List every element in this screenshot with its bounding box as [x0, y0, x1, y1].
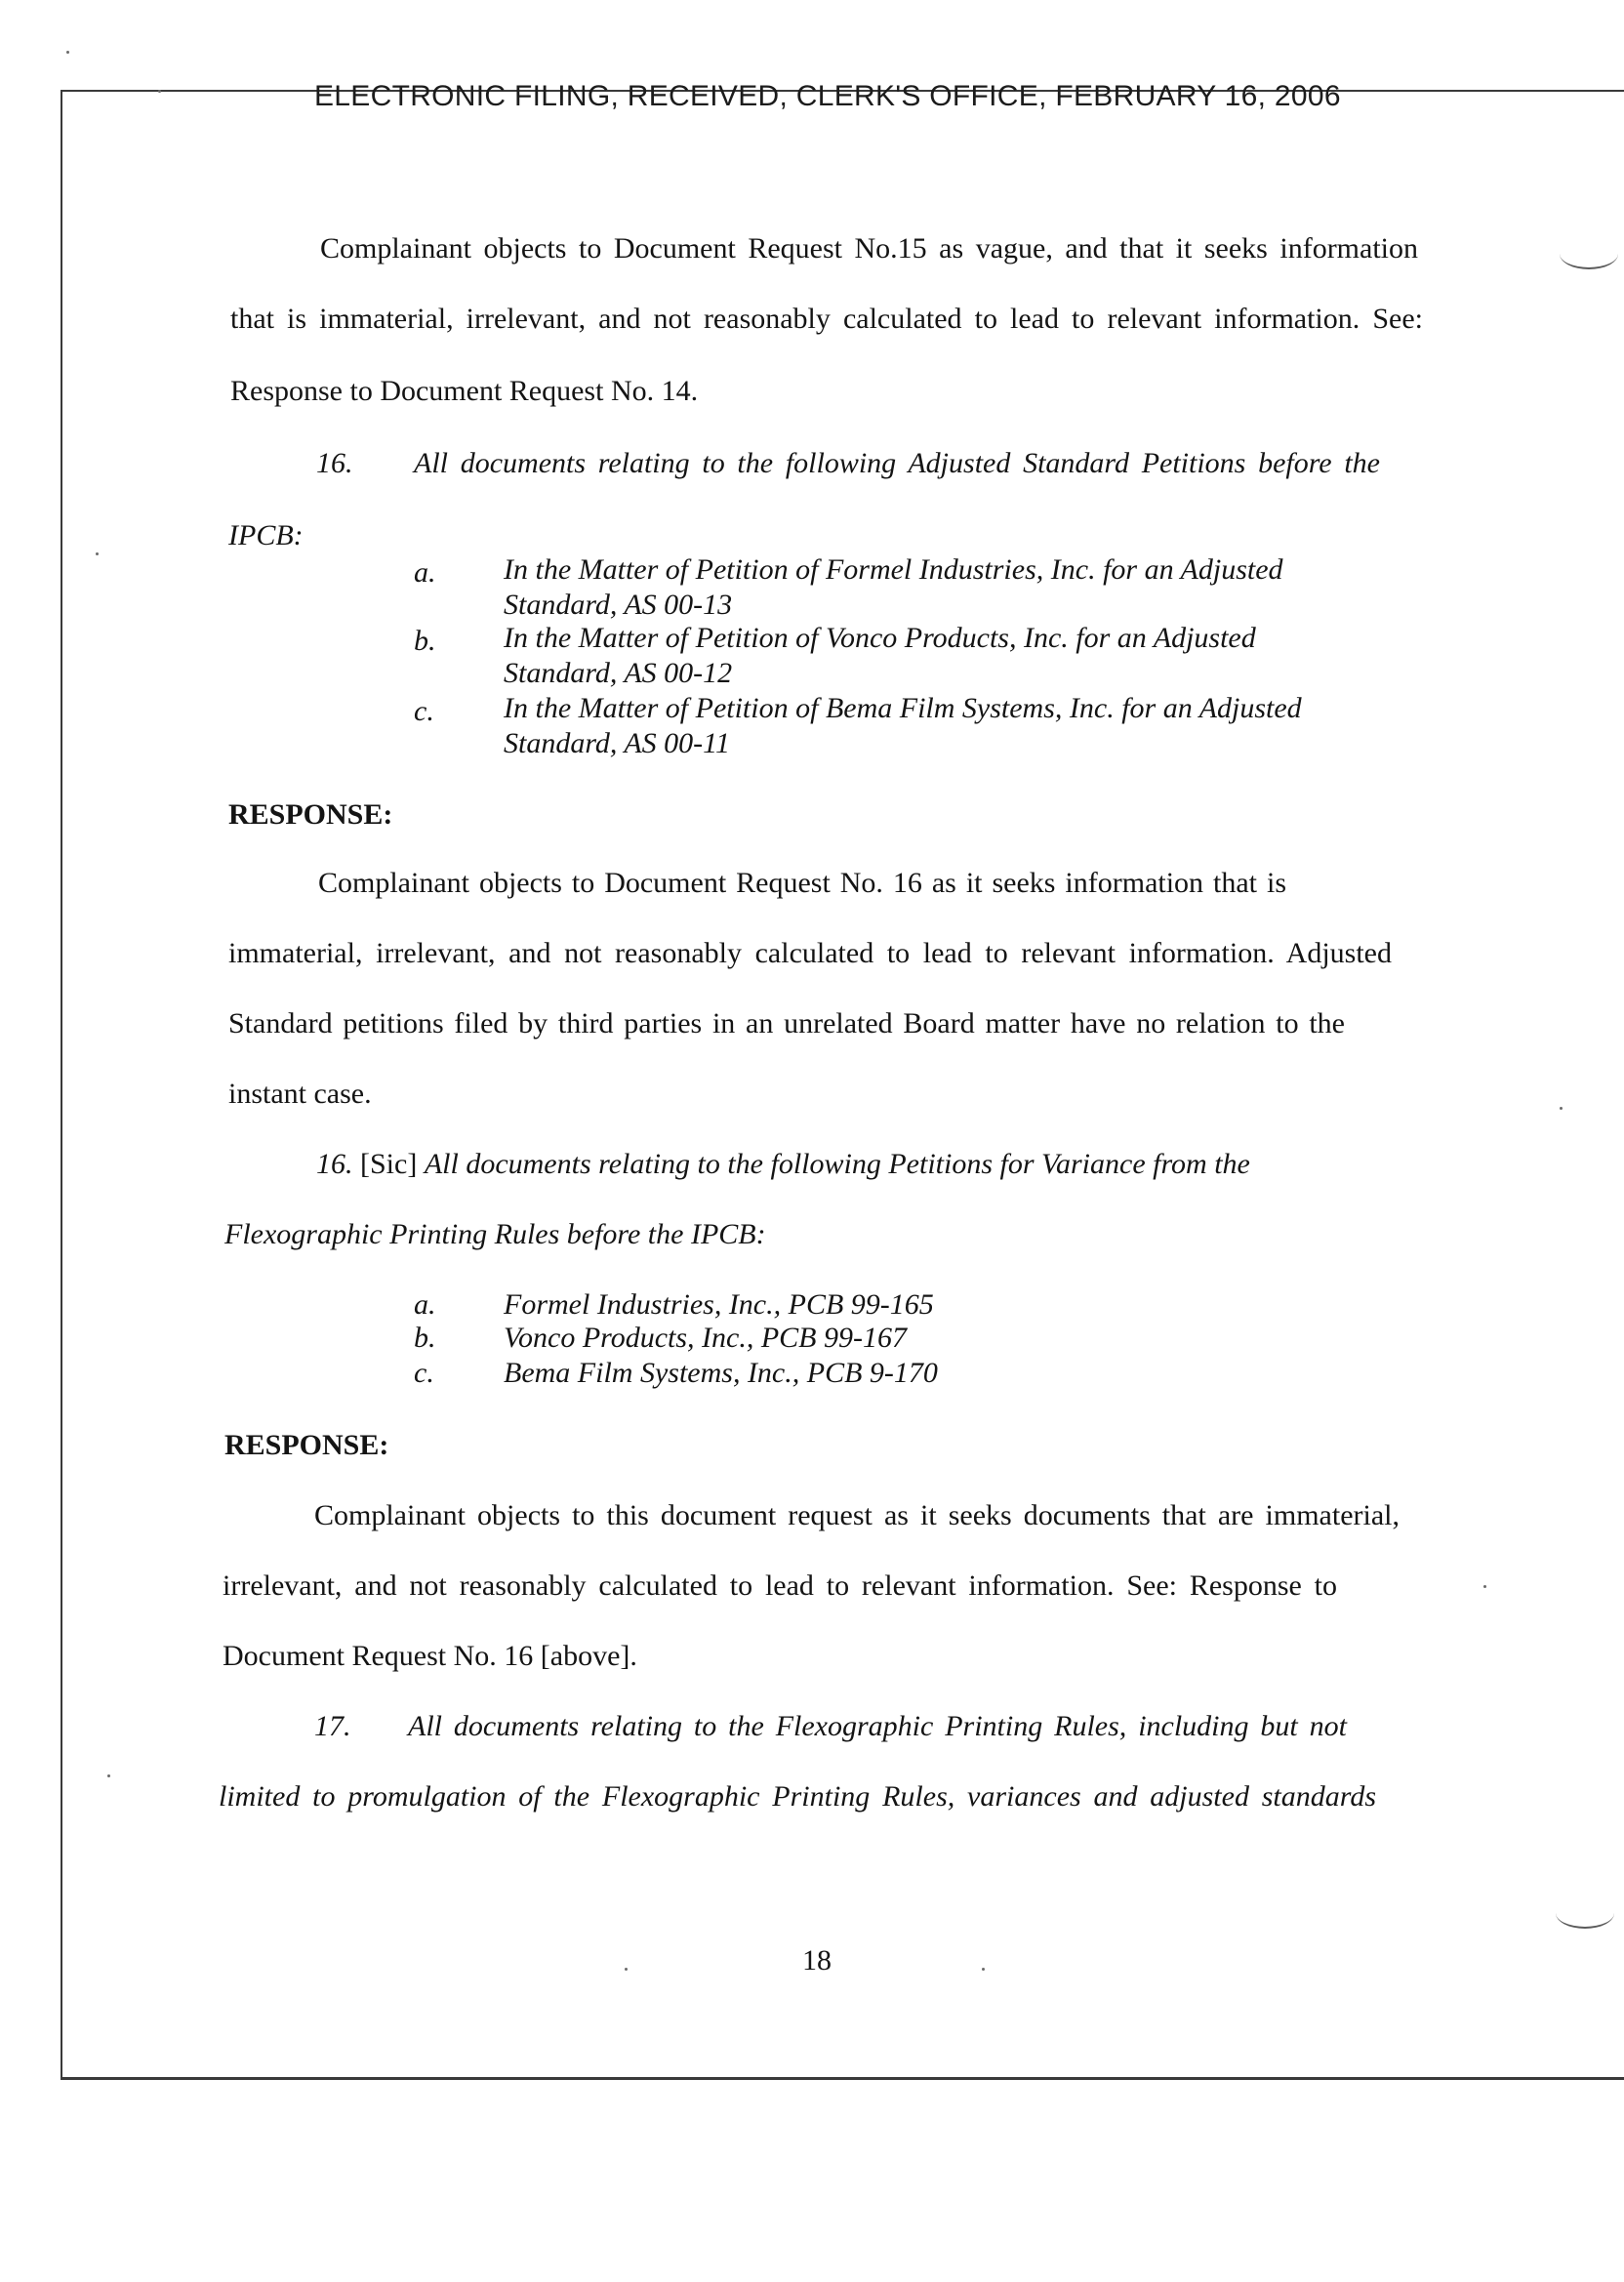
request-16-item-b-line-1: In the Matter of Petition of Vonco Products, Inc. for an Adjusted	[504, 622, 1256, 654]
request-16-sic-item-a: Formel Industries, Inc., PCB 99-165	[504, 1288, 934, 1321]
request-16-item-b-label: b.	[414, 625, 436, 657]
request-16-item-b-line-2: Standard, AS 00-12	[504, 657, 733, 689]
scan-speck	[107, 1774, 110, 1777]
response-16-line-2: immaterial, irrelevant, and not reasonably calculated to lead to relevant information. Adjusted	[228, 937, 1392, 969]
scan-edge-mark	[1556, 1897, 1614, 1929]
response-15-line-1: Complainant objects to Document Request No.15 as vague, and that it seeks information	[320, 232, 1418, 265]
request-16-sic-text-continued: Flexographic Printing Rules before the IPCB:	[224, 1218, 766, 1250]
scan-speck	[96, 552, 99, 555]
scan-edge-mark	[1560, 238, 1618, 269]
request-16-item-a-label: a.	[414, 556, 436, 589]
request-16-sic-marker: [Sic]	[360, 1148, 418, 1180]
request-16-sic-number: 16.	[316, 1148, 353, 1180]
request-17-text-continued: limited to promulgation of the Flexographic Printing Rules, variances and adjusted standards	[219, 1780, 1376, 1813]
response-16-sic-line-1: Complainant objects to this document request as it seeks documents that are immaterial,	[314, 1499, 1400, 1531]
request-17-text: All documents relating to the Flexographic Printing Rules, including but not	[408, 1710, 1347, 1742]
request-16-item-c-line-2: Standard, AS 00-11	[504, 727, 730, 759]
request-16-sic-item-a-label: a.	[414, 1288, 436, 1321]
request-17-number: 17.	[314, 1710, 351, 1742]
scan-speck	[625, 1968, 628, 1971]
request-16-sic-heading	[316, 1150, 1250, 1179]
page-number: 18	[802, 1944, 832, 1976]
response-16-line-3: Standard petitions filed by third parties in an unrelated Board matter have no relation to the	[228, 1007, 1345, 1039]
filing-stamp-header: ELECTRONIC FILING, RECEIVED, CLERK'S OFFICE, FEBRUARY 16, 2006	[314, 80, 1341, 112]
request-16-sic-item-c-label: c.	[414, 1357, 434, 1389]
request-16-sic-text: All documents relating to the following Petitions for Variance from the	[424, 1148, 1250, 1180]
request-16-item-a-line-1: In the Matter of Petition of Formel Industries, Inc. for an Adjusted	[504, 553, 1283, 586]
request-16-text-continued: IPCB:	[228, 519, 304, 551]
request-16-sic-item-b-label: b.	[414, 1322, 436, 1354]
request-16-item-c-label: c.	[414, 695, 434, 727]
response-16-line-4: instant case.	[228, 1078, 372, 1110]
scan-speck	[1560, 1107, 1563, 1110]
page-border-left	[61, 90, 62, 2077]
request-16-text: All documents relating to the following Adjusted Standard Petitions before the	[414, 447, 1380, 479]
request-16-item-a	[504, 552, 1382, 623]
scan-speck	[158, 90, 161, 93]
response-16-sic-heading: RESPONSE:	[224, 1429, 389, 1461]
page-border-bottom	[61, 2077, 1624, 2080]
response-16-heading: RESPONSE:	[228, 798, 393, 831]
scan-speck	[982, 1968, 985, 1971]
response-16-sic-line-2: irrelevant, and not reasonably calculated to lead to relevant information. See: Response to	[223, 1569, 1337, 1602]
request-16-sic-item-b: Vonco Products, Inc., PCB 99-167	[504, 1322, 907, 1354]
scan-speck	[1483, 1585, 1486, 1588]
response-15-line-3: Response to Document Request No. 14.	[230, 375, 699, 407]
response-16-sic-line-3: Document Request No. 16 [above].	[223, 1640, 637, 1672]
request-16-item-a-line-2: Standard, AS 00-13	[504, 589, 733, 621]
response-15-line-2: that is immaterial, irrelevant, and not reasonably calculated to lead to relevant information. See:	[230, 303, 1423, 335]
request-16-item-c-line-1: In the Matter of Petition of Bema Film Systems, Inc. for an Adjusted	[504, 692, 1302, 724]
response-16-line-1: Complainant objects to Document Request No. 16 as it seeks information that is	[318, 867, 1286, 899]
request-16-number: 16.	[316, 447, 353, 479]
request-16-item-b	[504, 621, 1382, 691]
request-16-sic-item-c: Bema Film Systems, Inc., PCB 9-170	[504, 1357, 938, 1389]
scan-speck	[66, 51, 69, 54]
request-16-item-c	[504, 691, 1382, 761]
